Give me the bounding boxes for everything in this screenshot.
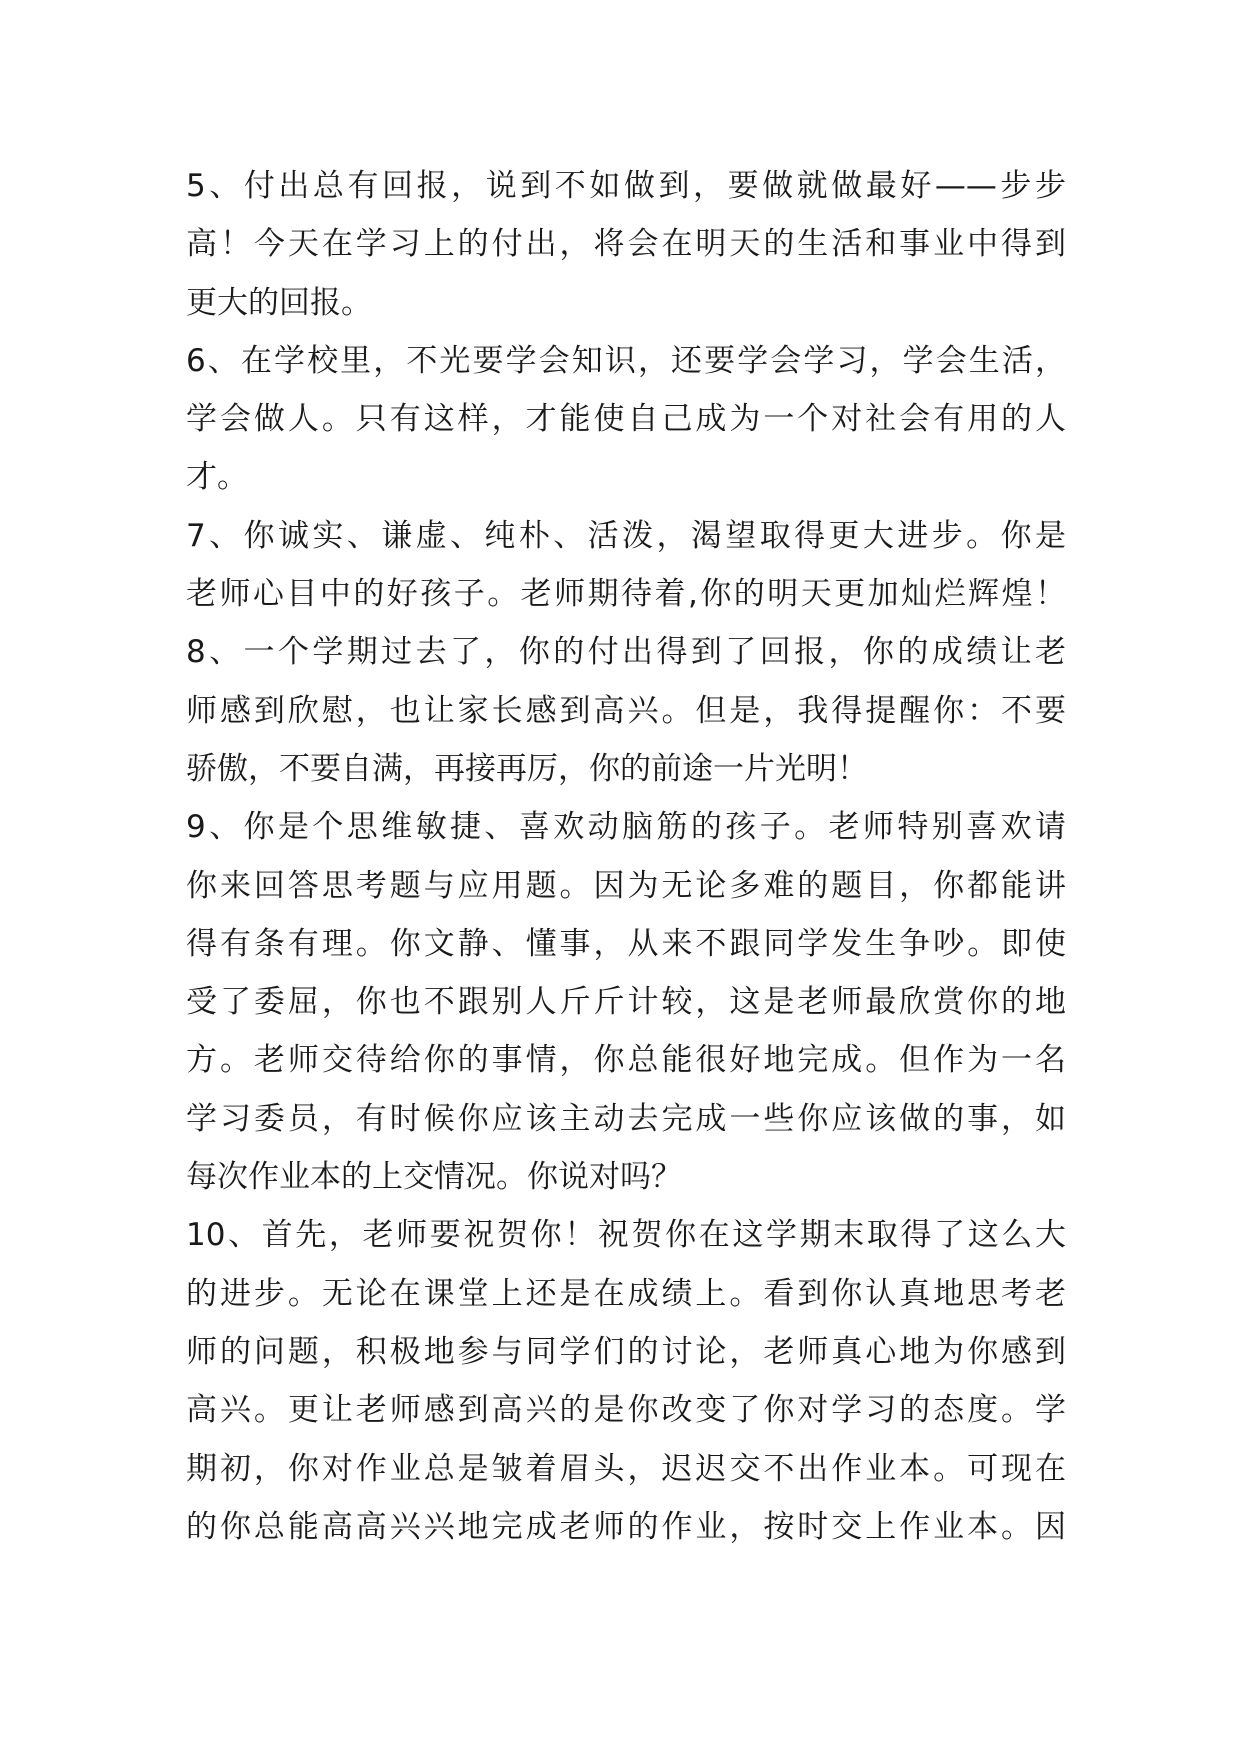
paragraph-8 (186, 623, 1066, 798)
document-body (186, 157, 1066, 1556)
text-line: 老师心目中的好孩子。老师期待着,你的明天更加灿烂辉煌！ (186, 576, 1066, 613)
paragraph-7 (186, 507, 1066, 624)
text-line: 更大的回报。 (186, 284, 372, 321)
text-line: 期初，你对作业总是皱着眉头，迟迟交不出作业本。可现在 (186, 1450, 1066, 1487)
text-line: 8、一个学期过去了，你的付出得到了回报，你的成绩让老 (186, 634, 1066, 671)
text-line: 师的问题，积极地参与同学们的讨论，老师真心地为你感到 (186, 1333, 1066, 1370)
text-line: 师感到欣慰，也让家长感到高兴。但是，我得提醒你：不要 (186, 692, 1066, 729)
text-line: 方。老师交待给你的事情，你总能很好地完成。但作为一名 (186, 1042, 1066, 1079)
paragraph-10 (186, 1206, 1066, 1556)
text-line: 得有条有理。你文静、懂事，从来不跟同学发生争吵。即使 (186, 925, 1066, 962)
text-line: 6、在学校里，不光要学会知识，还要学会学习，学会生活， (186, 342, 1066, 379)
text-line: 高！今天在学习上的付出，将会在明天的生活和事业中得到 (186, 226, 1066, 263)
paragraph-9 (186, 798, 1066, 1206)
text-line: 的进步。无论在课堂上还是在成绩上。看到你认真地思考老 (186, 1275, 1066, 1312)
text-line: 骄傲，不要自满，再接再厉，你的前途一片光明！ (186, 750, 868, 787)
text-line: 学会做人。只有这样，才能使自己成为一个对社会有用的人 (186, 401, 1066, 438)
paragraph-6 (186, 332, 1066, 507)
text-line: 10、首先，老师要祝贺你！祝贺你在这学期末取得了这么大 (186, 1217, 1066, 1254)
text-line: 的你总能高高兴兴地完成老师的作业，按时交上作业本。因 (186, 1508, 1066, 1545)
text-line: 学习委员，有时候你应该主动去完成一些你应该做的事，如 (186, 1100, 1066, 1137)
text-line: 你来回答思考题与应用题。因为无论多难的题目，你都能讲 (186, 867, 1066, 904)
text-line: 5、付出总有回报，说到不如做到，要做就做最好——步步 (186, 168, 1066, 204)
text-line: 9、你是个思维敏捷、喜欢动脑筋的孩子。老师特别喜欢请 (186, 809, 1066, 846)
text-line: 每次作业本的上交情况。你说对吗？ (186, 1159, 682, 1196)
paragraph-5 (186, 157, 1066, 332)
text-line: 才。 (186, 459, 248, 496)
text-line: 受了委屈，你也不跟别人斤斤计较，这是老师最欣赏你的地 (186, 984, 1066, 1021)
text-line: 高兴。更让老师感到高兴的是你改变了你对学习的态度。学 (186, 1392, 1066, 1429)
text-line: 7、你诚实、谦虚、纯朴、活泼，渴望取得更大进步。你是 (186, 517, 1066, 554)
